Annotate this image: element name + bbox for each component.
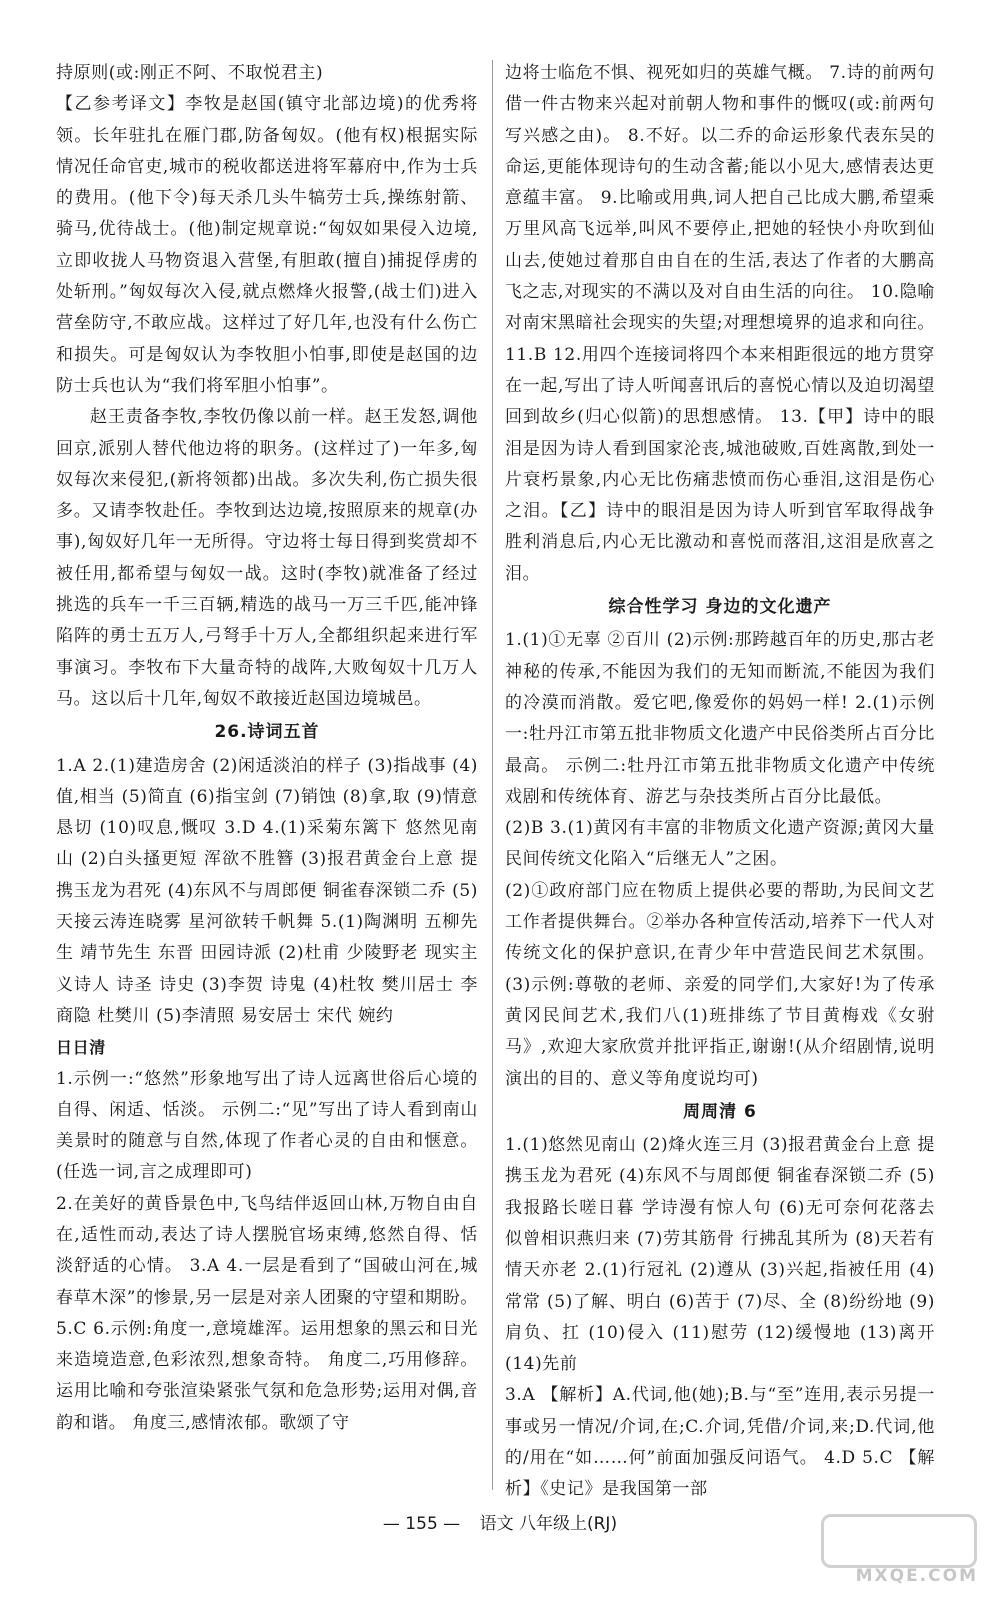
paragraph: 1.(1)悠然见南山 (2)烽火连三月 (3)报君黄金台上意 提携玉龙为君死 (4)东风不与周郎便 铜雀春深锁二乔 (5)我报路长嗟日暮 学诗漫有惊人句 (6)无可奈何花落去 似曾相识燕归来 (7)劳其筋骨 行拂乱其所为 (8)天若有情天亦老 2.(1)行冠礼 (2)遵从 (3)兴起,指被任用 (4)常常 (5)了解、明白 (6)苦于 (7)尽、全 (8)纷纷地 (9)肩负、扛 (10)侵入 (11)慰劳 (12)缓慢地 (13)离开 (14)先前 xyxy=(505,1135,935,1375)
paragraph: 持原则(或:刚正不阿、不取悦君主) xyxy=(56,63,324,83)
paragraph: 1.示例一:“悠然”形象地写出了诗人远离世俗后心境的自得、闲适、恬淡。 示例二:“见”写出了诗人看到南山美景时的随意与自然,体现了作者心灵的自由和惬意。(任选一词,言之成理即可) xyxy=(56,1068,478,1183)
section-title: 26.诗词五首 xyxy=(214,722,320,743)
subsection-title: 日日清 xyxy=(56,1038,106,1058)
paragraph: 1.A 2.(1)建造房舍 (2)闲适淡泊的样子 (3)指战事 (4)值,相当 (5)简直 (6)指宝剑 (7)销蚀 (8)拿,取 (9)情意恳切 (10)叹息,慨叹 3.D 4.(1)采菊东篱下 悠然见南山 (2)白头搔更短 浑欲不胜簪 (3)报君黄金台上意 提携玉龙为君死 (4)东风不与周郎便 铜雀春深锁二乔 (5)天接云涛连晓雾 星河欲转千帆舞 5.(1)陶渊明 五柳先生 靖节先生 东晋 田园诗派 (2)杜甫 少陵野老 现实主义诗人 诗圣 诗史 (3)李贺 诗鬼 (4)杜牧 樊川居士 李商隐 杜樊川 (5)李清照 易安居士 宋代 婉约 xyxy=(56,755,478,1026)
subject-label: 语文 八年级上(RJ) xyxy=(479,1514,618,1534)
page-number: — 155 — xyxy=(382,1514,461,1534)
left-column xyxy=(56,58,478,1439)
watermark-logo-icon xyxy=(821,1514,977,1568)
paragraph: 边将士临危不惧、视死如归的英雄气概。 7.诗的前两句借一件古物来兴起对前朝人物和事件的慨叹(或:前两句写兴感之由)。 8.不好。以二乔的命运形象代表东吴的命运,更能体现诗句的生动含蓄;能以小见大,感情表达更意蕴丰富。 9.比喻或用典,词人把自己比成大鹏,希望乘万里风高飞远举,叫风不要停止,把她的轻快小舟吹到仙山去,使她过着那自由自在的生活,表达了作者的大鹏高飞之志,对现实的不满以及对自由生活的向往。 10.隐喻对南宋黑暗社会现实的失望;对理想境界的追求和向往。 11.B 12.用四个连接词将四个本来相距很远的地方贯穿在一起,写出了诗人听闻喜讯后的喜悦心情以及迫切渴望回到故乡(归心似箭)的思想感情。 13.【甲】诗中的眼泪是因为诗人看到国家沦丧,城池破败,百姓离散,到处一片衰朽景象,内心无比伤痛悲愤而伤心垂泪,这泪是伤心之泪。【乙】诗中的眼泪是因为诗人听到官军取得战争胜利消息后,内心无比激动和喜悦而落泪,这泪是欣喜之泪。 xyxy=(505,63,935,584)
paragraph: 赵王责备李牧,李牧仍像以前一样。赵王发怒,调他回京,派别人替代他边将的职务。(这样过了)一年多,匈奴每次来侵犯,(新将领都)出战。多次失利,伤亡损失很多。又请李牧赴任。李牧到达边境,按照原来的规章(办事),匈奴好几年一无所得。守边将士每日得到奖赏却不被任用,都希望与匈奴一战。这时(李牧)就准备了经过挑选的兵车一千三百辆,精选的战马一万三千匹,能冲锋陷阵的勇士五万人,弓弩手十万人,全都组织起来进行军事演习。李牧布下大量奇特的战阵,大败匈奴十几万人马。这以后十几年,匈奴不敢接近赵国边境城邑。 xyxy=(56,407,478,709)
section-title: 综合性学习 身边的文化遗产 xyxy=(608,597,832,618)
paragraph: 3.A 【解析】A.代词,他(她);B.与“至”连用,表示另提一事或另一情况/介词,在;C.介词,凭借/介词,来;D.代词,他的/用在“如……何”前面加强反问语气。 4.D 5.C 【解析】《史记》是我国第一部 xyxy=(505,1385,935,1500)
paragraph: 1.(1)①无辜 ②百川 (2)示例:那跨越百年的历史,那古老神秘的传承,不能因为我们的无知而断流,不能因为我们的冷漠而消散。爱它吧,像爱你的妈妈一样! 2.(1)示例一:牡丹江市第五批非物质文化遗产中民俗类所占百分比最高。 示例二:牡丹江市第五批非物质文化遗产中传统戏剧和传统体育、游艺与杂技类所占百分比最低。 xyxy=(505,630,935,807)
site-watermark xyxy=(813,1514,978,1586)
section-title: 周周清 6 xyxy=(683,1101,757,1122)
paragraph: (2)①政府部门应在物质上提供必要的帮助,为民间文艺工作者提供舞台。②举办各种宣传活动,培养下一代人对传统文化的保护意识,在青少年中营造民间艺术氛围。 (3)示例:尊敬的老师、亲爱的同学们,大家好!为了传承黄冈民间艺术,我们八(1)班排练了节目黄梅戏《女驸马》,欢迎大家欣赏并批评指正,谢谢!(从介绍剧情,说明演出的目的、意义等角度说均可) xyxy=(505,880,935,1089)
paragraph: (2)B 3.(1)黄冈有丰富的非物质文化遗产资源;黄冈大量民间传统文化陷入“后继无人”之困。 xyxy=(505,818,935,870)
paragraph: 【乙参考译文】李牧是赵国(镇守北部边境)的优秀将领。长年驻扎在雁门郡,防备匈奴。(他有权)根据实际情况任命官吏,城市的税收都送进将军幕府中,作为士兵的费用。(他下令)每天杀几头牛犒劳士兵,操练射箭、骑马,优待战士。(他)制定规章说:“匈奴如果侵入边境,立即收拢人马物资退入营堡,有胆敢(擅自)捕捉俘虏的处斩刑。”匈奴每次入侵,就点燃烽火报警,(战士们)进入营垒防守,不敢应战。这样过了好几年,也没有什么伤亡和损失。可是匈奴认为李牧胆小怕事,即使是赵国的边防士兵也认为“我们将军胆小怕事”。 xyxy=(56,94,478,396)
paragraph: 2.在美好的黄昏景色中,飞鸟结伴返回山林,万物自由自在,适性而动,表达了诗人摆脱官场束缚,悠然自得、恬淡舒适的心情。 3.A 4.一层是看到了“国破山河在,城春草木深”的惨景,另一层是对亲人团聚的守望和期盼。 5.C 6.示例:角度一,意境雄浑。运用想象的黑云和日光来造境造意,色彩浓烈,想象奇特。 角度二,巧用修辞。运用比喻和夸张渲染紧张气氛和危急形势;运用对偶,音韵和谐。 角度三,感情浓郁。歌颂了守 xyxy=(56,1193,478,1433)
watermark-text: MXQE.COM xyxy=(855,1566,978,1586)
right-column xyxy=(505,58,935,1506)
column-divider xyxy=(492,60,493,1490)
